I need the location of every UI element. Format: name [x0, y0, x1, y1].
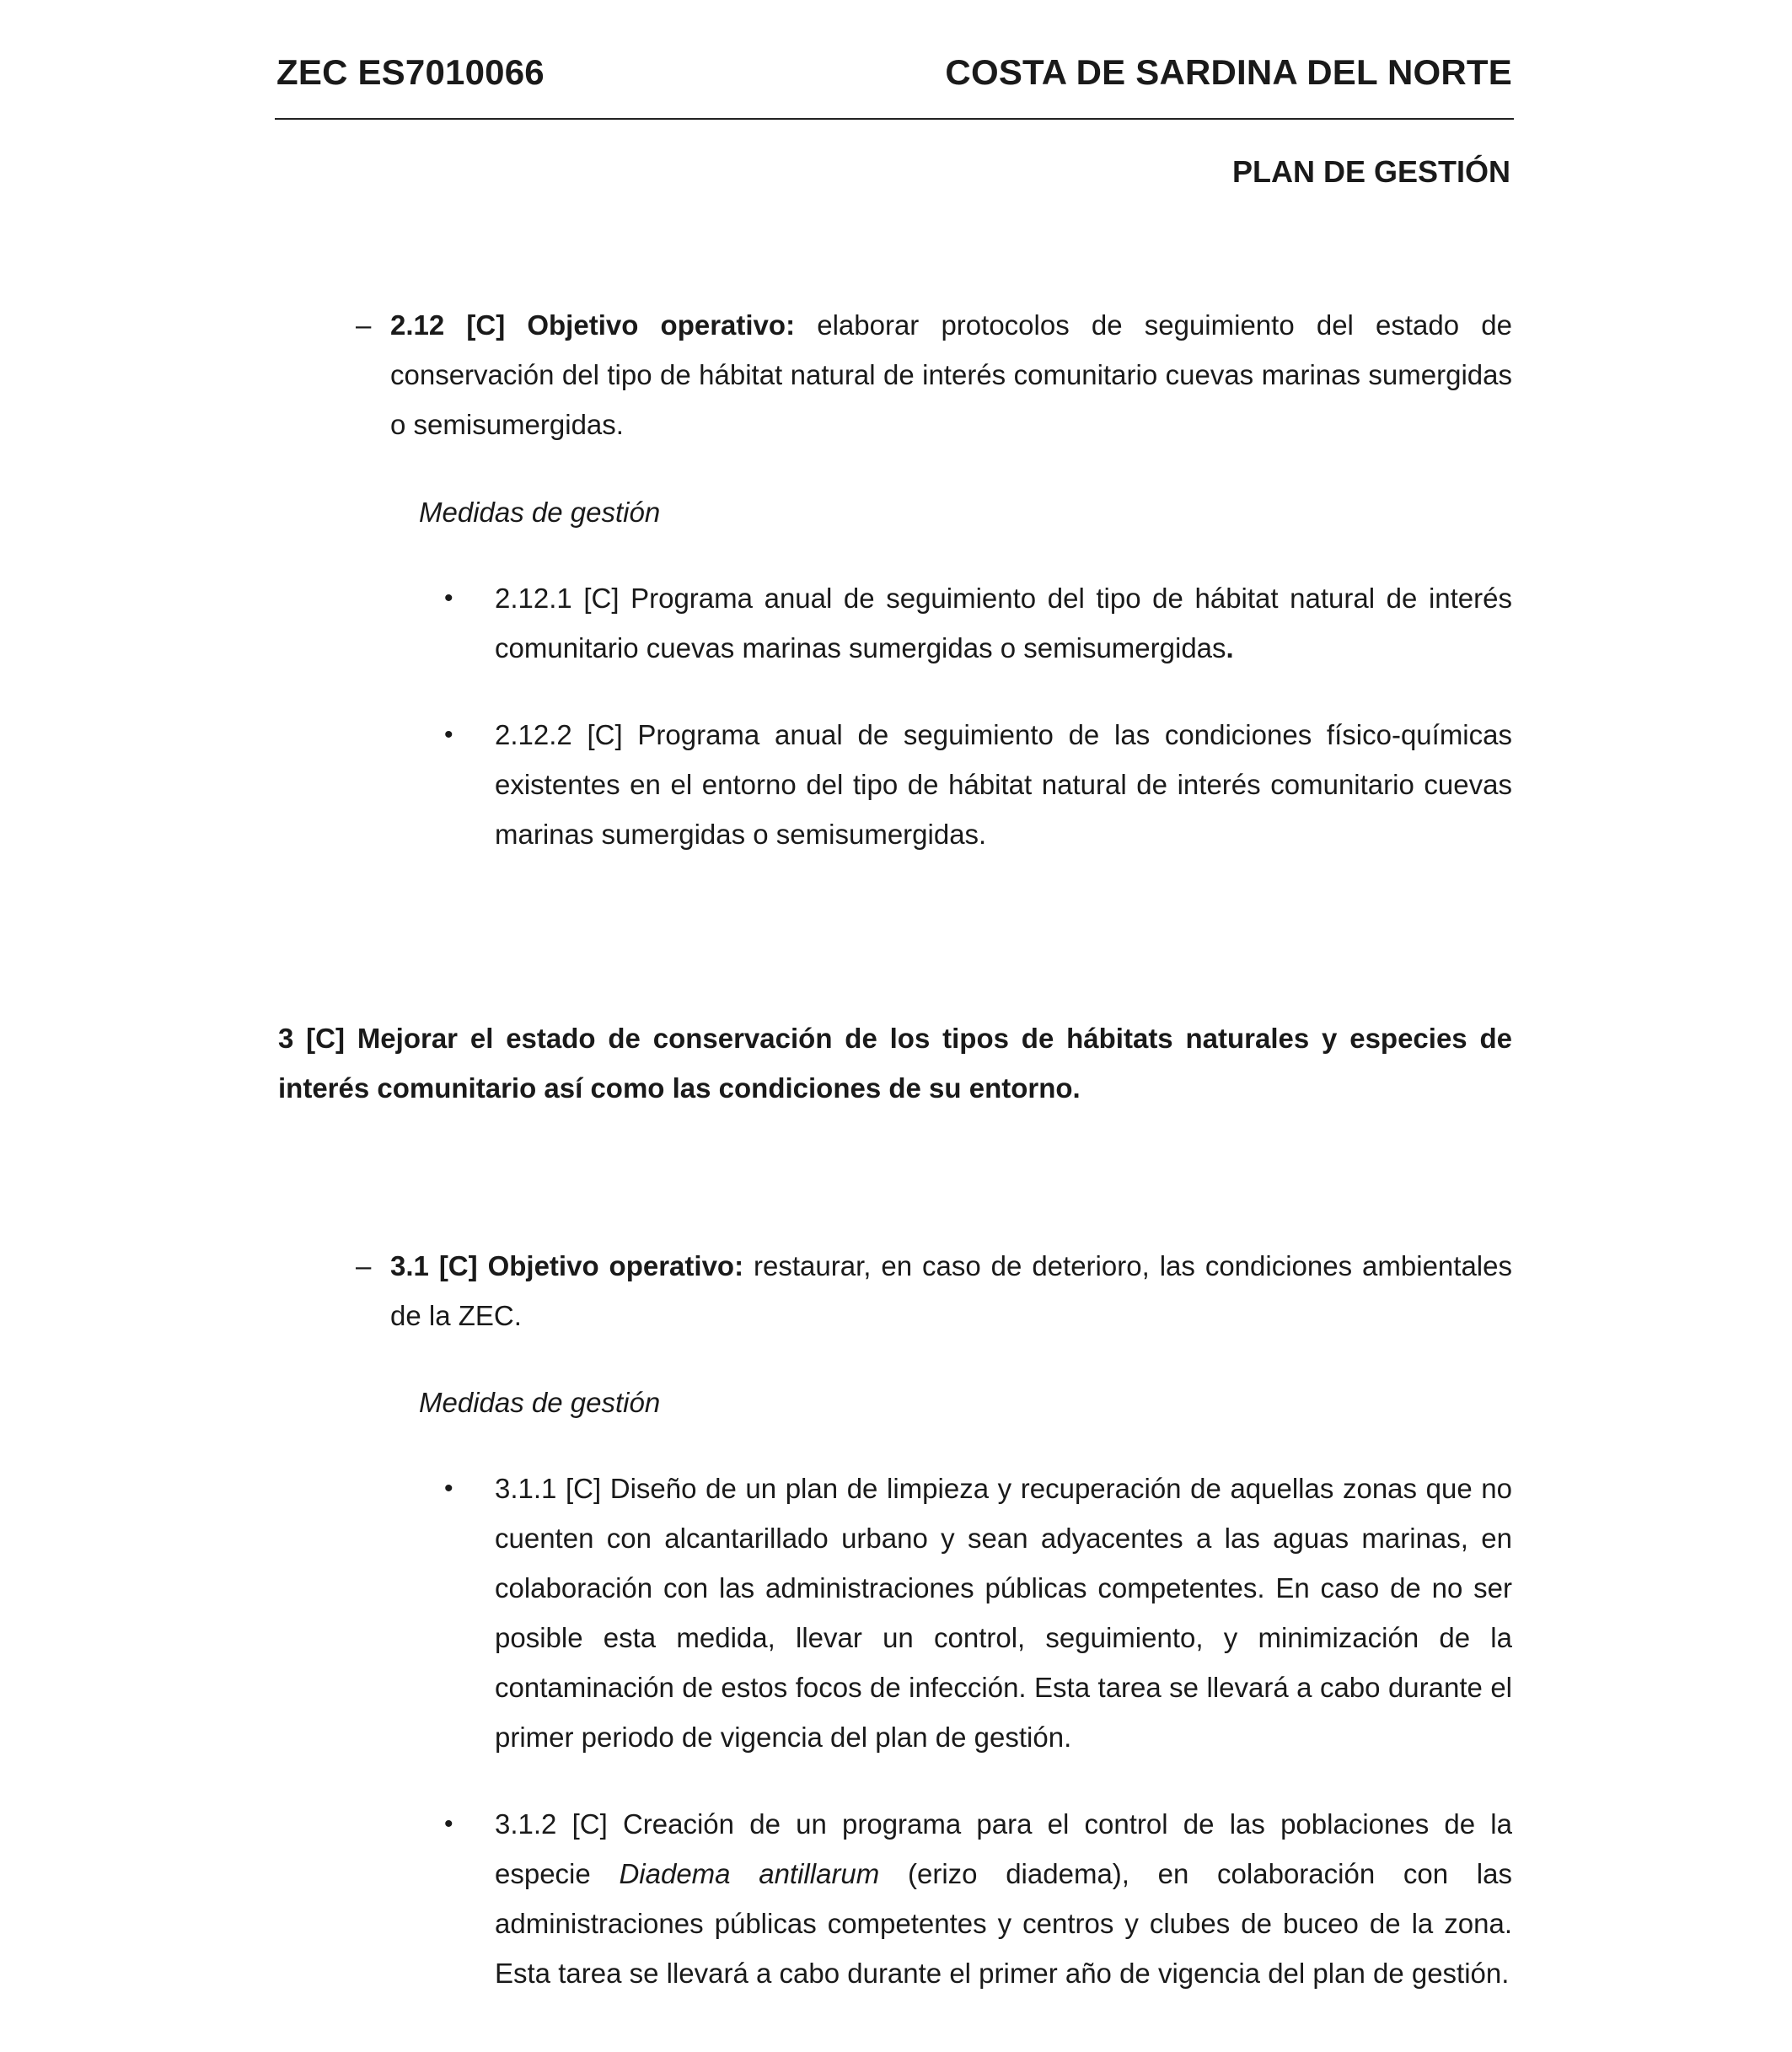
measure-2-12-1-text: 2.12.1 [C] Programa anual de seguimiento del tipo de hábitat natural de interés comunitario cuevas marinas sumergidas o semisumergidas [495, 583, 1512, 663]
bullet-3-1-2: • [444, 1810, 453, 1838]
header-zec-code: ZEC ES7010066 [276, 52, 545, 92]
measure-2-12-1 [495, 573, 1512, 673]
bullet-3-1-1: • [444, 1475, 453, 1502]
header-divider [275, 118, 1514, 120]
objective-2-12-label: 2.12 [C] Objetivo operativo: [390, 309, 796, 341]
objective-3-1-dash: – [356, 1250, 372, 1281]
objective-3-1 [390, 1241, 1512, 1340]
medidas-heading-2-12: Medidas de gestión [419, 497, 661, 528]
measure-3-1-1-text: 3.1.1 [C] Diseño de un plan de limpieza y recuperación de aquellas zonas que no cuenten con alcantarillado urbano y sean adyacentes a las aguas marinas, en colaboración con las administraciones públicas competentes. En caso de no ser posible esta medida, llevar un control, seguimiento, y minimización de la contaminación de estos focos de infección. Esta tarea se llevará a cabo durante el primer periodo de vigencia del plan de gestión. [495, 1473, 1512, 1753]
measure-2-12-2-text: 2.12.2 [C] Programa anual de seguimiento de las condiciones físico-químicas existentes en el entorno del tipo de hábitat natural de interés comunitario cuevas marinas sumergidas o semisumergidas. [495, 719, 1512, 850]
measure-3-1-2-text-before: 3.1.2 [C] Creación de un programa para el control de las poblaciones de la especie [495, 1808, 1512, 1889]
bullet-2-12-2: • [444, 721, 453, 749]
bullet-2-12-1: • [444, 584, 453, 612]
objective-2-12-dash: – [356, 309, 372, 341]
objective-2-12 [390, 300, 1512, 449]
measure-3-1-2 [495, 1799, 1512, 1998]
page-header [276, 52, 1512, 93]
objective-2-12-text: elaborar protocolos de seguimiento del estado de conservación del tipo de hábitat natural de interés comunitario cuevas marinas sumergidas o semisumergidas. [390, 309, 1512, 440]
measure-3-1-1 [495, 1464, 1512, 1762]
species-name: Diadema antillarum [619, 1858, 880, 1889]
measure-3-1-2-text-after: (erizo diadema), en colaboración con las administraciones públicas competentes y centros y clubes de buceo de la zona. Esta tarea se llevará a cabo durante el primer año de vigencia del plan de gestión. [495, 1858, 1512, 1989]
section-3-heading: 3 [C] Mejorar el estado de conservación de los tipos de hábitats naturales y especies de interés comunitario así como las condiciones de su entorno. [278, 1023, 1512, 1104]
objective-3-1-label: 3.1 [C] Objetivo operativo: [390, 1250, 744, 1281]
measure-2-12-2 [495, 710, 1512, 859]
medidas-heading-3-1: Medidas de gestión [419, 1387, 661, 1418]
header-site-title: COSTA DE SARDINA DEL NORTE [945, 52, 1512, 92]
measure-2-12-1-period: . [1226, 632, 1234, 663]
objective-3-1-text: restaurar, en caso de deterioro, las condiciones ambientales de la ZEC. [390, 1250, 1512, 1331]
plan-title: PLAN DE GESTIÓN [1231, 154, 1510, 189]
